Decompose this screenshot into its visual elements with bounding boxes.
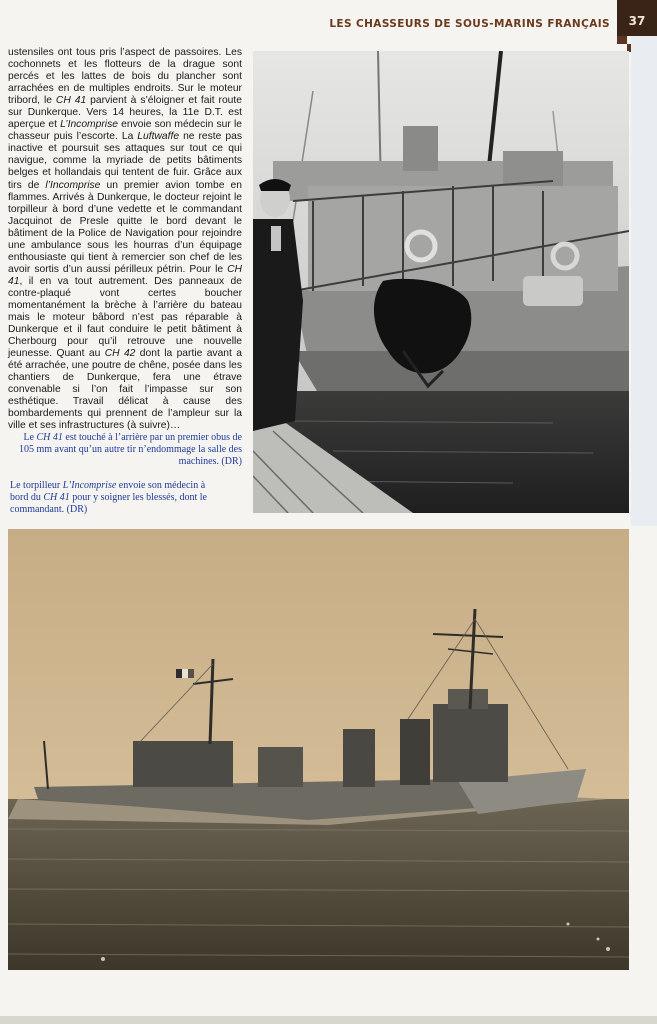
page-edge-strip [631,36,657,526]
caption-bottom-photo: Le torpilleur L’Incomprise envoie son médecin à bord du CH 41 pour y soigner les blessés, dont le commandant. (DR) [10,480,207,516]
page-bottom-band [0,1016,657,1024]
photo-damaged-chaser [253,51,629,513]
caption-top-photo: Le CH 41 est touché à l’arrière par un premier obus de 105 mm avant qu’un autre tir n’endommage la salle des machines. (DR) [19,432,242,468]
running-title: LES CHASSEURS DE SOUS-MARINS FRANÇAIS [329,18,610,30]
page-number: 37 [628,14,646,28]
photo-torpedo-boat [8,529,629,970]
article-body: ustensiles ont tous pris l’aspect de passoires. Les cochonnets et les flotteurs de la drague sont percés et les lattes de bois du plancher sont arrachées en de multiples endroits. Sur le moteur tribord, le CH 41 parvient à s’éloigner et fait route sur Dunkerque. Vers 14 heures, la 11e D.T. est aperçue et L’Incomprise envoie son médecin sur le chasseur puis l’escorte. La Luftwaffe ne reste pas inactive et poursuit ses attaques sur tout ce qui navigue, comme la myriade de petits bâtiments belges et hollandais qui tentent de fuir. Grâce aux tirs de l’Incomprise un premier avion tombe en flammes. Arrivés à Dunkerque, le docteur rejoint le torpilleur à bord d’une vedette et le commandant Jacquinot de Presle quitte le bord devant le bâtiment de la Police de Navigation pour rejoindre une ambulance sous les hourras d’un équipage enthousiaste qui tient à remercier son chef de les avoir sortis d’un aussi périlleux pétrin. Pour le CH 41, il en va tout autrement. Des panneaux de contre-plaqué vont certes boucher momentanément la brèche à l’arrière du bateau mais le moteur bâbord n’est pas réparable à Dunkerque et il faut conduire le petit bâtiment à Cherbourg pour qu’il retrouve une nouvelle jeunesse. Quant au CH 42 dont la partie avant a été arrachée, une poutre de chêne, posée dans les chantiers de Dunkerque, fera une étrave convenable si l’on fait l’impasse sur son esthétique. Travail délicat à cause des bombardements qui prennent de l’ampleur sur la ville et ses infrastructures (à suivre)… [8,47,242,432]
